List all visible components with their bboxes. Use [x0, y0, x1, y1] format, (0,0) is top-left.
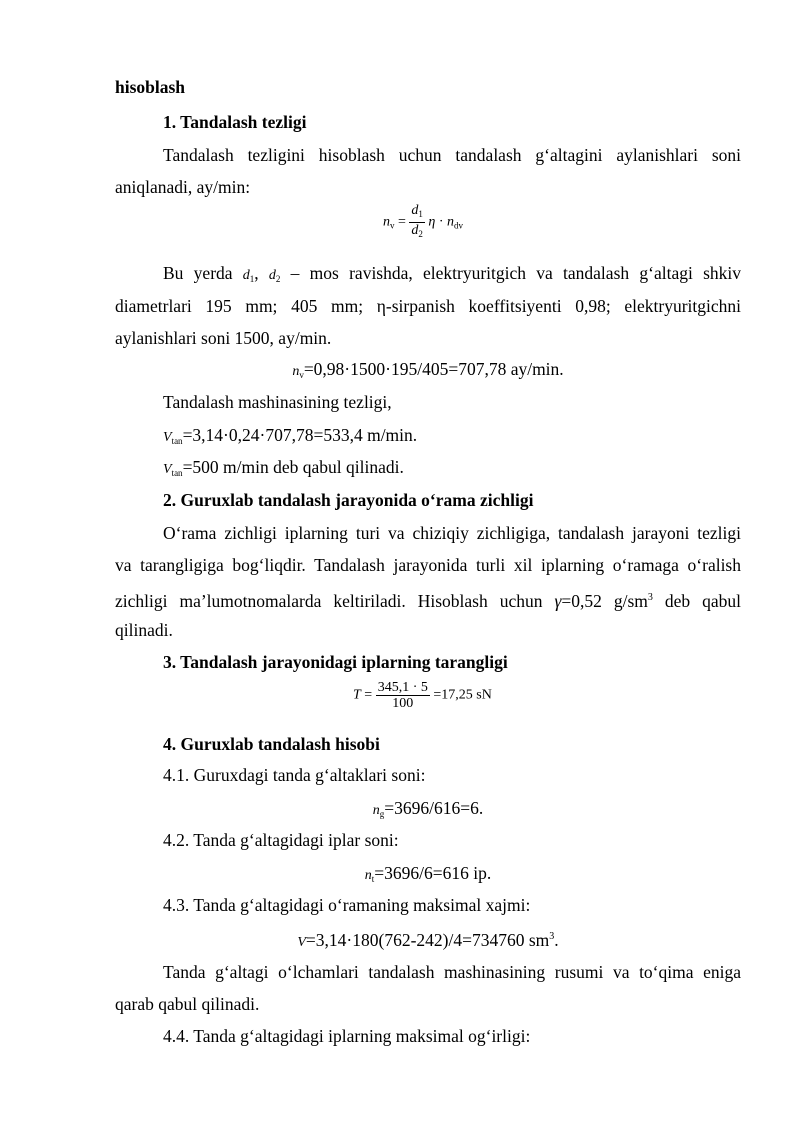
- s2-paragraph-line-2: va tarangligiga bog‘liqdir. Tandalash jarayonida turli xil iplarning o‘ramaga o‘ralish: [115, 555, 741, 575]
- item-4-3: 4.3. Tanda g‘altagidagi o‘ramaning maksimal xajmi:: [163, 895, 531, 915]
- item-4-2: 4.2. Tanda g‘altagidagi iplar soni:: [163, 830, 399, 850]
- calc-nv: $n_v=0,98\cdot 1500\cdot 195/405=707,78$ ay/min.: [292, 359, 564, 380]
- calc-vtan-2: $V_{tan}=500$ m/min deb qabul qilinadi.: [163, 457, 404, 478]
- s2-paragraph-line-3: zichligi ma’lumotnomalarda keltiriladi. Hisoblash uchun γ=0,52 $g/sm^3$ deb qabul: [115, 591, 741, 611]
- calc-vtan-1: $V_{tan}=3,14\cdot 0,24\cdot 707,78=533,4$ m/min.: [163, 425, 418, 446]
- s2-paragraph-line-4: qilinadi.: [115, 620, 173, 640]
- section-4-title: 4. Guruxlab tandalash hisobi: [163, 734, 380, 754]
- heading-hisoblash: hisoblash: [115, 77, 186, 97]
- calc-nt: $n_t=3696/6=616$ ip.: [364, 863, 492, 884]
- item-4-1: 4.1. Guruxdagi tanda g‘altaklari soni:: [163, 765, 426, 785]
- section-1-title: 1. Tandalash tezligi: [163, 112, 307, 132]
- s4-paragraph-line-1: Tanda g‘altagi o‘lchamlari tandalash mashinasining rusumi va to‘qima eniga: [163, 962, 741, 982]
- section-3-title: 3. Tandalash jarayonidagi iplarning tarangligi: [163, 652, 508, 672]
- section-2-title: 2. Guruxlab tandalash jarayonida o‘rama zichligi: [163, 490, 534, 510]
- s1-paragraph-line-1: Tandalash tezligini hisoblash uchun tandalash g‘altagini aylanishlari soni: [163, 145, 741, 165]
- s1-definitions-line-2: diametrlari 195 mm; 405 mm; η-sirpanish koeffitsiyenti 0,98; elektryuritgichni: [115, 296, 741, 316]
- formula-tension: T = $\frac{345,1 \cdot 5}{100}$ =17,25 sN: [353, 680, 492, 711]
- s4-paragraph-line-2: qarab qabul qilinadi.: [115, 994, 260, 1014]
- formula-nv: $n_v$ = $\frac{d_1}{d_2}$ $\eta \cdot n_{dv}$: [383, 203, 463, 242]
- s2-paragraph-line-1: O‘rama zichligi iplarning turi va chiziqiy zichligiga, tandalash jarayoni tezligi: [163, 523, 741, 543]
- fraction-d1-d2: $\frac{d_1}{d_2}$: [411, 203, 423, 239]
- s1-definitions-line-1: Bu yerda $d_1$, $d_2$ – mos ravishda, elektryuritgich va tandalash g‘altagi shkiv: [163, 263, 741, 284]
- s1-paragraph-line-2: aniqlanadi, ay/min:: [115, 177, 251, 197]
- calc-ng: $n_g=3696/616=6$.: [372, 798, 484, 819]
- calc-volume: V=3,14·180(762-242)/4=734760 $sm^3$.: [297, 930, 559, 950]
- item-4-4: 4.4. Tanda g‘altagidagi iplarning maksimal og‘irligi:: [163, 1026, 531, 1046]
- fraction-tension: $\frac{345,1 \cdot 5}{100}$: [377, 680, 428, 711]
- s1-speed-label: Tandalash mashinasining tezligi,: [163, 392, 392, 412]
- s1-definitions-line-3: aylanishlari soni 1500, ay/min.: [115, 328, 332, 348]
